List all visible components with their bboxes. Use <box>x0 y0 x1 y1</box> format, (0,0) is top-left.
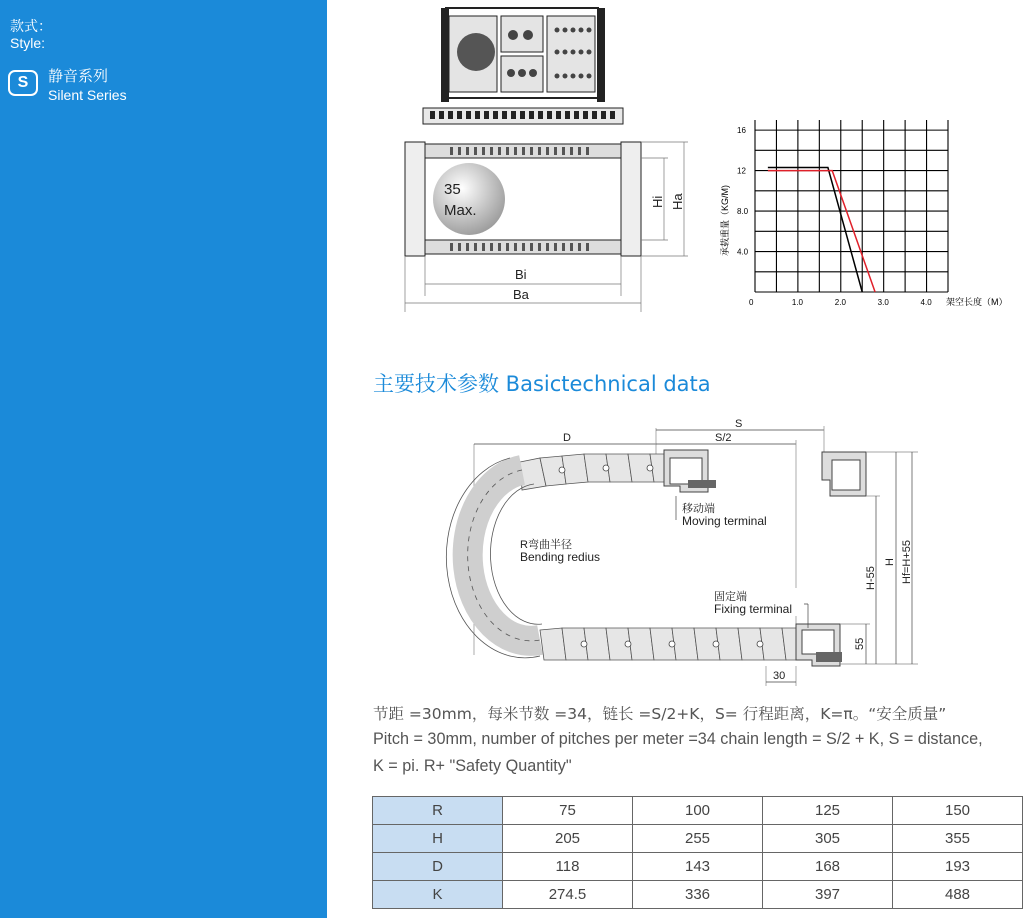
chart-y-tick-label: 16 <box>737 126 746 136</box>
table-row <box>373 797 1023 825</box>
row-header: K <box>373 881 503 909</box>
table-cell: 150 <box>893 797 1023 825</box>
fixing-terminal-en: Fixing terminal <box>714 602 793 616</box>
dim-30-label: 30 <box>773 670 786 682</box>
chart-x-tick-label: 2.0 <box>834 298 846 307</box>
chart-x-axis-label: 架空长度（M） <box>946 297 1008 307</box>
sidebar <box>0 0 327 918</box>
section-title: 主要技术参数 Basictechnical data <box>373 372 711 396</box>
table-cell: 118 <box>503 853 633 881</box>
table-cell: 143 <box>633 853 763 881</box>
style-label-cn: 款式： <box>10 18 52 34</box>
table-cell: 100 <box>633 797 763 825</box>
hi-label: Hi <box>650 195 665 208</box>
table-cell: 75 <box>503 797 633 825</box>
table-cell: 305 <box>763 825 893 853</box>
moving-terminal-cn: 移动端 <box>682 503 715 515</box>
description-en-2: K = pi. R+ "Safety Quantity" <box>373 757 572 775</box>
table-cell: 397 <box>763 881 893 909</box>
chart-series <box>768 168 875 292</box>
max-diameter-num: 35 <box>444 181 461 198</box>
series-name-cn: 静音系列 <box>48 68 109 85</box>
chart-ticks <box>737 126 932 307</box>
description-en-1: Pitch = 30mm, number of pitches per meter =34 chain length = S/2 + K, S = distance, <box>373 730 983 748</box>
chart-y-tick-label: 12 <box>737 166 746 176</box>
bi-label: Bi <box>515 267 527 282</box>
load-chart <box>700 100 1030 315</box>
series-name-en: Silent Series <box>48 87 127 103</box>
bending-radius-en: Bending redius <box>520 550 601 564</box>
style-label-en: Style: <box>10 35 46 51</box>
dim-55-label: 55 <box>854 637 866 650</box>
installation-diagram <box>460 410 930 690</box>
table-cell: 336 <box>633 881 763 909</box>
ba-label: Ba <box>513 287 529 302</box>
parameter-table <box>372 796 1023 909</box>
chart-x-tick-label: 3.0 <box>877 298 889 307</box>
chart-series-line <box>768 168 862 292</box>
chart-x-tick-label: 1.0 <box>791 298 804 307</box>
h-label: H <box>884 558 896 566</box>
h-minus-55-label: H-55 <box>865 566 877 590</box>
table-cell: 488 <box>893 881 1023 909</box>
table-cell: 193 <box>893 853 1023 881</box>
bending-radius-cn: R弯曲半径 <box>520 539 572 551</box>
fixing-terminal-cn: 固定端 <box>714 591 747 603</box>
s-half-label: S/2 <box>715 432 732 444</box>
ha-label: Ha <box>670 193 685 210</box>
table-cell: 255 <box>633 825 763 853</box>
chart-y-tick-label: 8.0 <box>737 207 749 217</box>
chart-y-tick-label: 4.0 <box>737 247 749 257</box>
hf-label: Hf=H+55 <box>901 539 913 584</box>
chain-top-view-drawing <box>395 0 685 320</box>
table-cell: 355 <box>893 825 1023 853</box>
max-diameter-word: Max. <box>444 202 477 219</box>
row-header: R <box>373 797 503 825</box>
table-cell: 274.5 <box>503 881 633 909</box>
table-row <box>373 853 1023 881</box>
s-label: S <box>735 418 743 430</box>
chart-grid <box>755 120 948 292</box>
d-label: D <box>563 432 571 444</box>
chart-y-axis-label: 承载重量（KG/M) <box>720 185 730 256</box>
series-badge-icon: S <box>8 70 38 96</box>
moving-terminal-en: Moving terminal <box>682 514 767 528</box>
table-cell: 168 <box>763 853 893 881</box>
description-cn: 节距 =30mm，每米节数 =34，链长 =S/2+K，S= 行程距离，K=π。“安全质量” <box>373 705 947 723</box>
chart-x-tick-label: 0 <box>749 298 754 307</box>
chart-x-tick-label: 4.0 <box>920 298 932 307</box>
table-cell: 205 <box>503 825 633 853</box>
table-row <box>373 825 1023 853</box>
table-row <box>373 881 1023 909</box>
row-header: H <box>373 825 503 853</box>
table-cell: 125 <box>763 797 893 825</box>
row-header: D <box>373 853 503 881</box>
